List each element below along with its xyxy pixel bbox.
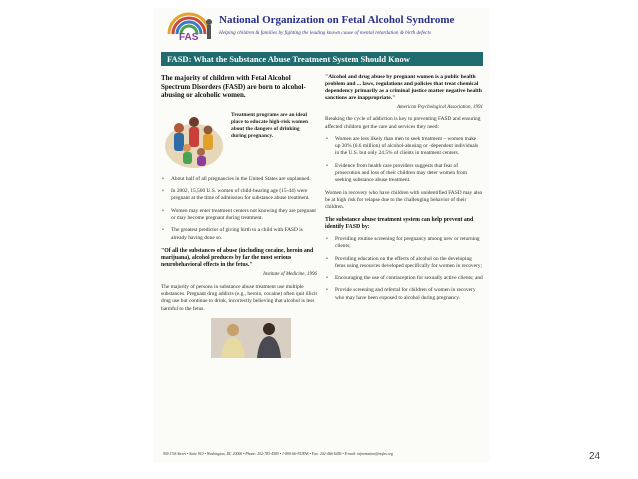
right-bullet-list-1 (325, 136, 483, 185)
right-paragraph-2: Women in recovery who have children with unidentified FASD may also be at high risk for relapse due to the challenging behavior of their children. (325, 189, 483, 211)
nofas-logo (163, 12, 215, 52)
title-banner: FASD: What the Substance Abuse Treatment System Should Know (161, 52, 483, 66)
left-bullet-list (161, 176, 317, 242)
illustration-block (161, 106, 317, 176)
document-page (153, 8, 490, 462)
left-quote-citation: Institute of Medicine, 1996 (263, 272, 317, 278)
right-paragraph-1: Breaking the cycle of addiction is key to preventing FASD and ensuring affected children get the care and services they need: (325, 116, 481, 130)
list-item: • Providing routine screening for pregnancy among new or returning clients; (325, 236, 483, 251)
logo-text: FAS (179, 32, 199, 43)
illustration-caption: Treatment programs are an ideal place to educate high-risk women about the dangers of drinking during pregnancy. (231, 111, 308, 139)
right-bullet-list-2 (325, 236, 483, 302)
list-item: • Women are less likely than men to seek treatment – women make up 30% (6.6 million) of alcohol-abusing or -dependent individuals in the U.S. but only 24.5% of clients in treatment centers. (325, 136, 483, 158)
counseling-photo (161, 318, 317, 360)
right-subheading: The substance abuse treatment system can help prevent and identify FASD by: (325, 216, 474, 230)
lead-statement: The majority of children with Fetal Alcohol Spectrum Disorders (FASD) are born to alcohol-abusing or alcoholic women. (161, 74, 306, 100)
organization-tagline: Helping children & families by fighting the leading known cause of mental retardation & birth defects (219, 30, 431, 36)
list-item: • In 2002, 15,500 U.S. women of child-bearing age (15-44) were pregnant at the time of admission for substance abuse treatment. (161, 188, 317, 203)
organization-title: National Organization on Fetal Alcohol Syndrome (219, 14, 455, 26)
list-item: • About half of all pregnancies in the United States are unplanned. (161, 176, 317, 183)
right-quote-citation: American Psychological Association, 1991 (396, 105, 483, 110)
list-item: • The greatest predictor of giving birth to a child with FASD is already having done so. (161, 227, 317, 242)
list-item: • Providing education on the effects of alcohol on the developing fetus using resources developed specifically for women in recovery; (325, 256, 483, 271)
right-column (325, 74, 483, 307)
page-header (163, 12, 489, 50)
list-item: • Provide screening and referral for children of women in recovery who may have been exposed to alcohol during pregnancy. (325, 287, 483, 302)
list-item: • Women may enter treatment centers not knowing they are pregnant or may become pregnant during treatment. (161, 208, 317, 223)
right-quote: "Alcohol and drug abuse by pregnant women is a public health problem and ... laws, regulations and policies that treat chemical dependency primarily as a criminal justice matter negative health sanctions are inappropriate." (325, 74, 482, 101)
left-paragraph: The majority of persons in substance abuse treatment use multiple substances. Pregnant drug addicts (e.g., heroin, cocaine) often quit illicit drug use but continue to drink, incorrectly believing that alcohol is less harmful to the fetus. (161, 283, 317, 312)
list-item: • Encouraging the use of contraception for sexually active clients; and (325, 275, 483, 282)
list-item: • Evidence from health care providers suggests that fear of prosecution and loss of their children may deter women from seeking substance abuse treatment. (325, 163, 483, 185)
left-column (161, 74, 317, 360)
page-footer: 900 17th Street • Suite 910 • Washington, DC 20006 • Phone: 202-785-4585 • 1-800-66-NOFAS • Fax: 202-466-6456 • E-mail: information@nofas.org (163, 452, 393, 456)
family-illustration (163, 108, 225, 170)
left-quote: "Of all the substances of abuse (including cocaine, heroin and marijuana), alcohol produces by far the most serious neurobehavioral effects in the fetus." (161, 247, 314, 269)
slide-page-number: 24 (589, 451, 601, 462)
